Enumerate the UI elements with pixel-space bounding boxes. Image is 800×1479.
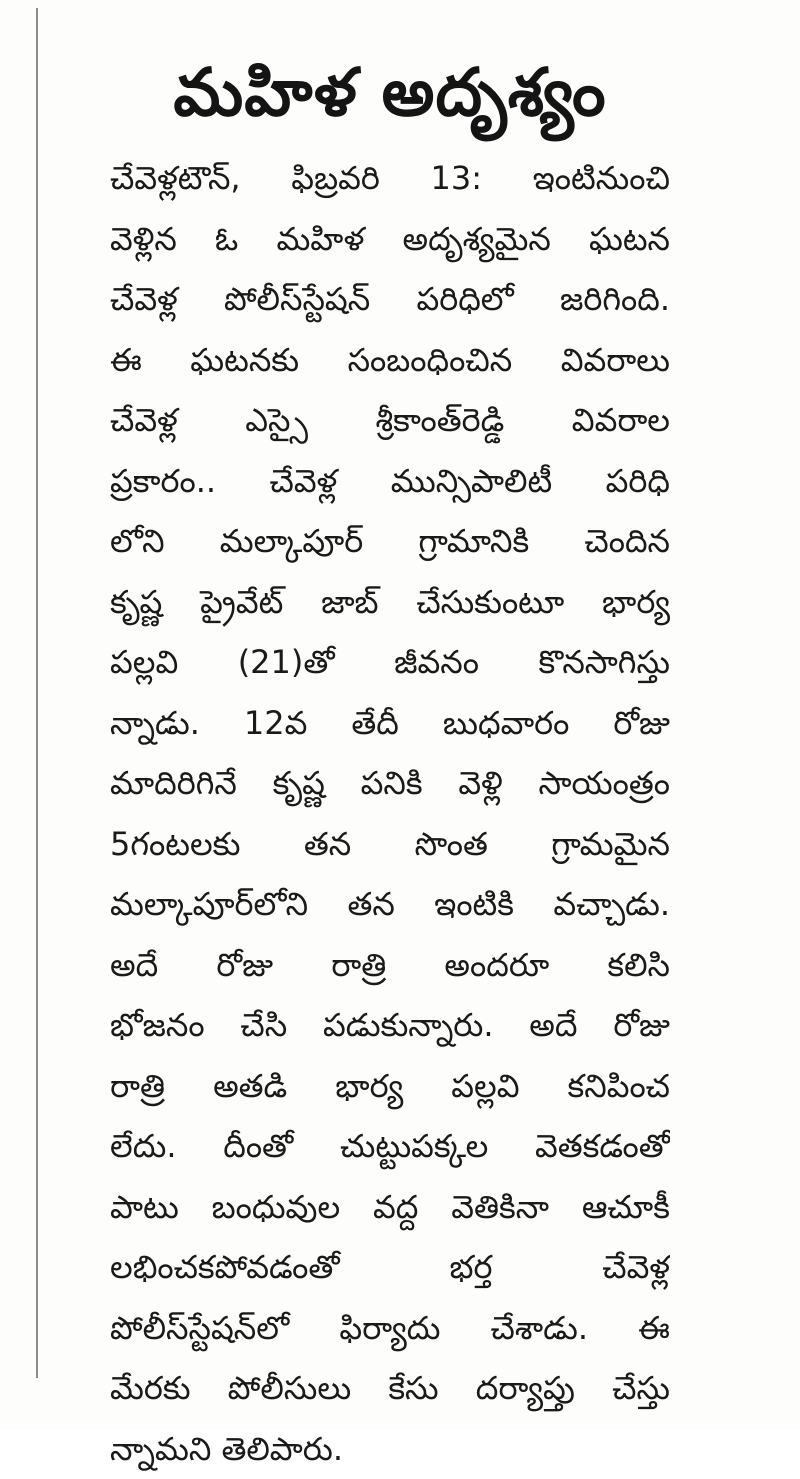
article-line: లభించకపోవడంతో భర్త చేవెళ్ల xyxy=(110,1237,670,1298)
news-article xyxy=(110,38,670,1479)
article-line: వెళ్లిన ఓ మహిళ అదృశ్యమైన ఘటన xyxy=(110,209,670,270)
article-line: పల్లవి (21)తో జీవనం కొనసాగిస్తు xyxy=(110,632,670,693)
article-line: చేవెళ్లటౌన్‌, ఫిబ్రవరి 13: ఇంటినుంచి xyxy=(110,148,670,209)
column-divider-rule xyxy=(36,8,38,1378)
article-line: మల్కాపూర్‌లోని తన ఇంటికి వచ్చాడు. xyxy=(110,874,670,935)
article-line: అదే రోజు రాత్రి అందరూ కలిసి xyxy=(110,935,670,996)
article-line: న్నామని తెలిపారు. xyxy=(110,1419,670,1479)
article-line: పాటు బంధువుల వద్ద వెతికినా ఆచూకీ xyxy=(110,1177,670,1238)
article-line: ఈ ఘటనకు సంబంధించిన వివరాలు xyxy=(110,330,670,391)
article-line: లేదు. దీంతో చుట్టుపక్కల వెతకడంతో xyxy=(110,1116,670,1177)
article-body xyxy=(110,148,670,1479)
article-line: పోలీస్‌స్టేషన్‌లో ఫిర్యాదు చేశాడు. ఈ xyxy=(110,1298,670,1359)
article-line: భోజనం చేసి పడుకున్నారు. అదే రోజు xyxy=(110,995,670,1056)
article-line: రాత్రి అతడి భార్య పల్లవి కనిపించ xyxy=(110,1056,670,1117)
article-line: 5గంటలకు తన సొంత గ్రామమైన xyxy=(110,814,670,875)
article-line: చేవెళ్ల పోలీస్‌స్టేషన్‌ పరిధిలో జరిగింది. xyxy=(110,269,670,330)
article-line: న్నాడు. 12వ తేదీ బుధవారం రోజు xyxy=(110,693,670,754)
article-line: కృష్ణ ప్రైవేట్‌ జాబ్‌ చేసుకుంటూ భార్య xyxy=(110,572,670,633)
article-line: ప్రకారం.. చేవెళ్ల మున్సిపాలిటీ పరిధి xyxy=(110,451,670,512)
article-line: మాదిరిగినే కృష్ణ పనికి వెళ్లి సాయంత్రం xyxy=(110,753,670,814)
article-line: మేరకు పోలీసులు కేసు దర్యాప్తు చేస్తు xyxy=(110,1358,670,1419)
article-line: లోని మల్కాపూర్‌ గ్రామానికి చెందిన xyxy=(110,511,670,572)
article-line: చేవెళ్ల ఎస్సై శ్రీకాంత్‌రెడ్డి వివరాల xyxy=(110,390,670,451)
article-headline: మహిళ అదృశ్యం xyxy=(110,38,670,148)
